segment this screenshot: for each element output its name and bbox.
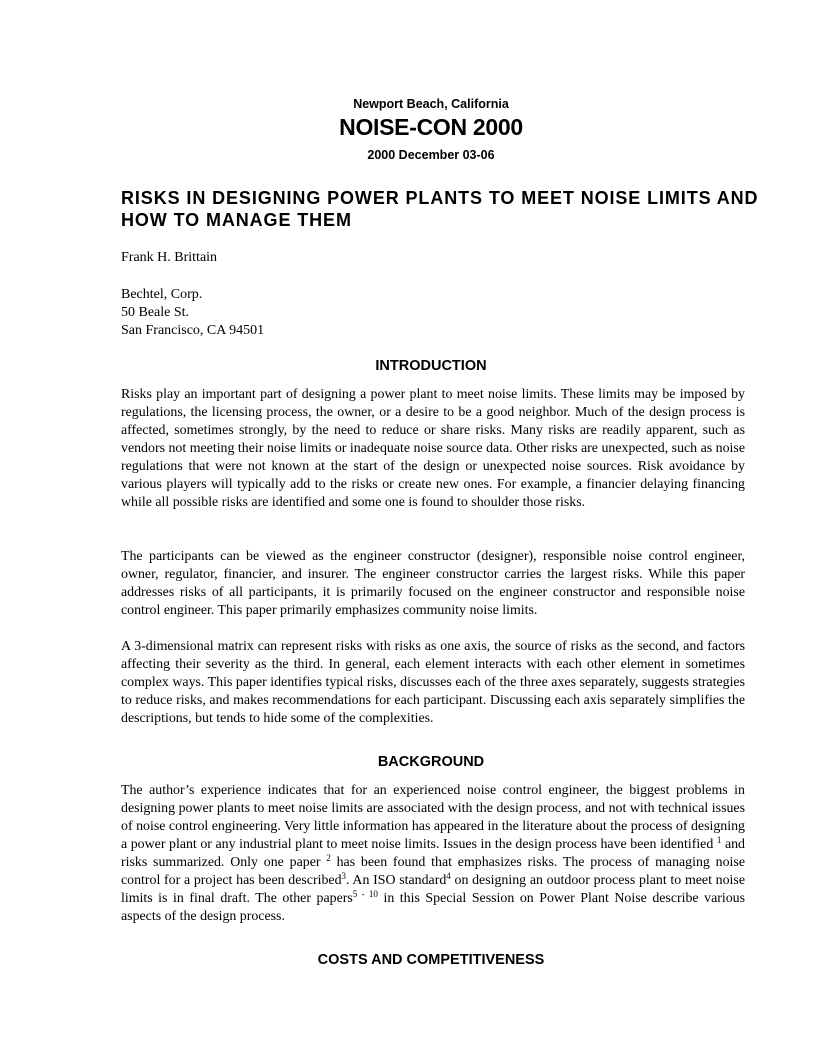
affiliation-company: Bechtel, Corp. — [121, 287, 203, 302]
background-text: has been found that emphasizes risks. The process of managing noise control for a project has been described — [121, 855, 745, 888]
costs-heading: COSTS AND COMPETITIVENESS — [317, 952, 545, 968]
conference-location: Newport Beach, California — [353, 97, 509, 111]
affiliation-street: 50 Beale St. — [121, 305, 190, 320]
background-text: . An ISO standard — [346, 873, 447, 888]
paper-title: RISKS IN DESIGNING POWER PLANTS TO MEET NOISE LIMITS AND HOW TO MANAGE THEM — [121, 188, 759, 230]
background-text: in this Special Session on Power Plant Noise describe various aspects of the design process. — [121, 891, 746, 924]
reference-marker: 1 — [716, 835, 722, 845]
reference-marker: 5 - 10 — [352, 889, 378, 899]
introduction-heading: INTRODUCTION — [375, 358, 487, 374]
introduction-paragraph-2: The participants can be viewed as the engineer constructor (designer), responsible noise control engineer, owner, regulator, financier, and insurer. The engineer constructor carries the largest risks. While this paper addresses risks of all participants, it is primarily focused on the engineer constructor and responsible noise control engineer. This paper primarily emphasizes community noise limits. — [121, 549, 745, 618]
reference-marker: 2 — [326, 853, 331, 863]
background-text: and risks summarized. Only one paper — [121, 837, 745, 870]
background-paragraph — [121, 782, 745, 926]
background-heading: BACKGROUND — [377, 754, 485, 770]
reference-marker: 4 — [446, 871, 451, 881]
background-text: The author’s experience indicates that for an experienced noise control engineer, the biggest problems in designing power plants to meet noise limits are associated with the design process, and not with technical issues of noise control engineering. Very little information has appeared in the literature about the process of designing a power plant or any industrial plant to meet noise limits. Issues in the design process have been identified — [121, 783, 745, 852]
reference-marker: 3 — [341, 871, 347, 881]
conference-name: NOISE-CON 2000 — [339, 114, 523, 140]
author-name: Frank H. Brittain — [121, 250, 218, 265]
conference-date: 2000 December 03-06 — [367, 148, 495, 162]
background-text: on designing an outdoor process plant to meet noise limits is in final draft. The other papers — [121, 873, 745, 906]
introduction-paragraph-1: Risks play an important part of designing a power plant to meet noise limits. These limits may be imposed by regulations, the licensing process, the owner, or a desire to be a good neighbor. Much of the design process is affected, sometimes strongly, by the need to reduce or share risks. Many risks are readily apparent, such as vendors not meeting their noise limits or inadequate noise source data. Other risks are unexpected, such as noise regulations that were not known at the start of the design or unexpected noise sources. Risk avoidance by various players will typically add to the risks or create new ones. For example, a financier delaying financing while all possible risks are identified and some one is found to shoulder those risks. — [121, 387, 745, 510]
author-affiliation — [121, 286, 264, 340]
introduction-paragraph-3: A 3-dimensional matrix can represent risks with risks as one axis, the source of risks as the second, and factors affecting their severity as the third. In general, each element interacts with each other element in sometimes complex ways. This paper identifies typical risks, discusses each of the three axes separately, suggests strategies to reduce risks, and makes recommendations for each participant. Discussing each axis separately simplifies the descriptions, but tends to hide some of the complexities. — [121, 639, 745, 726]
affiliation-city: San Francisco, CA 94501 — [121, 323, 265, 338]
